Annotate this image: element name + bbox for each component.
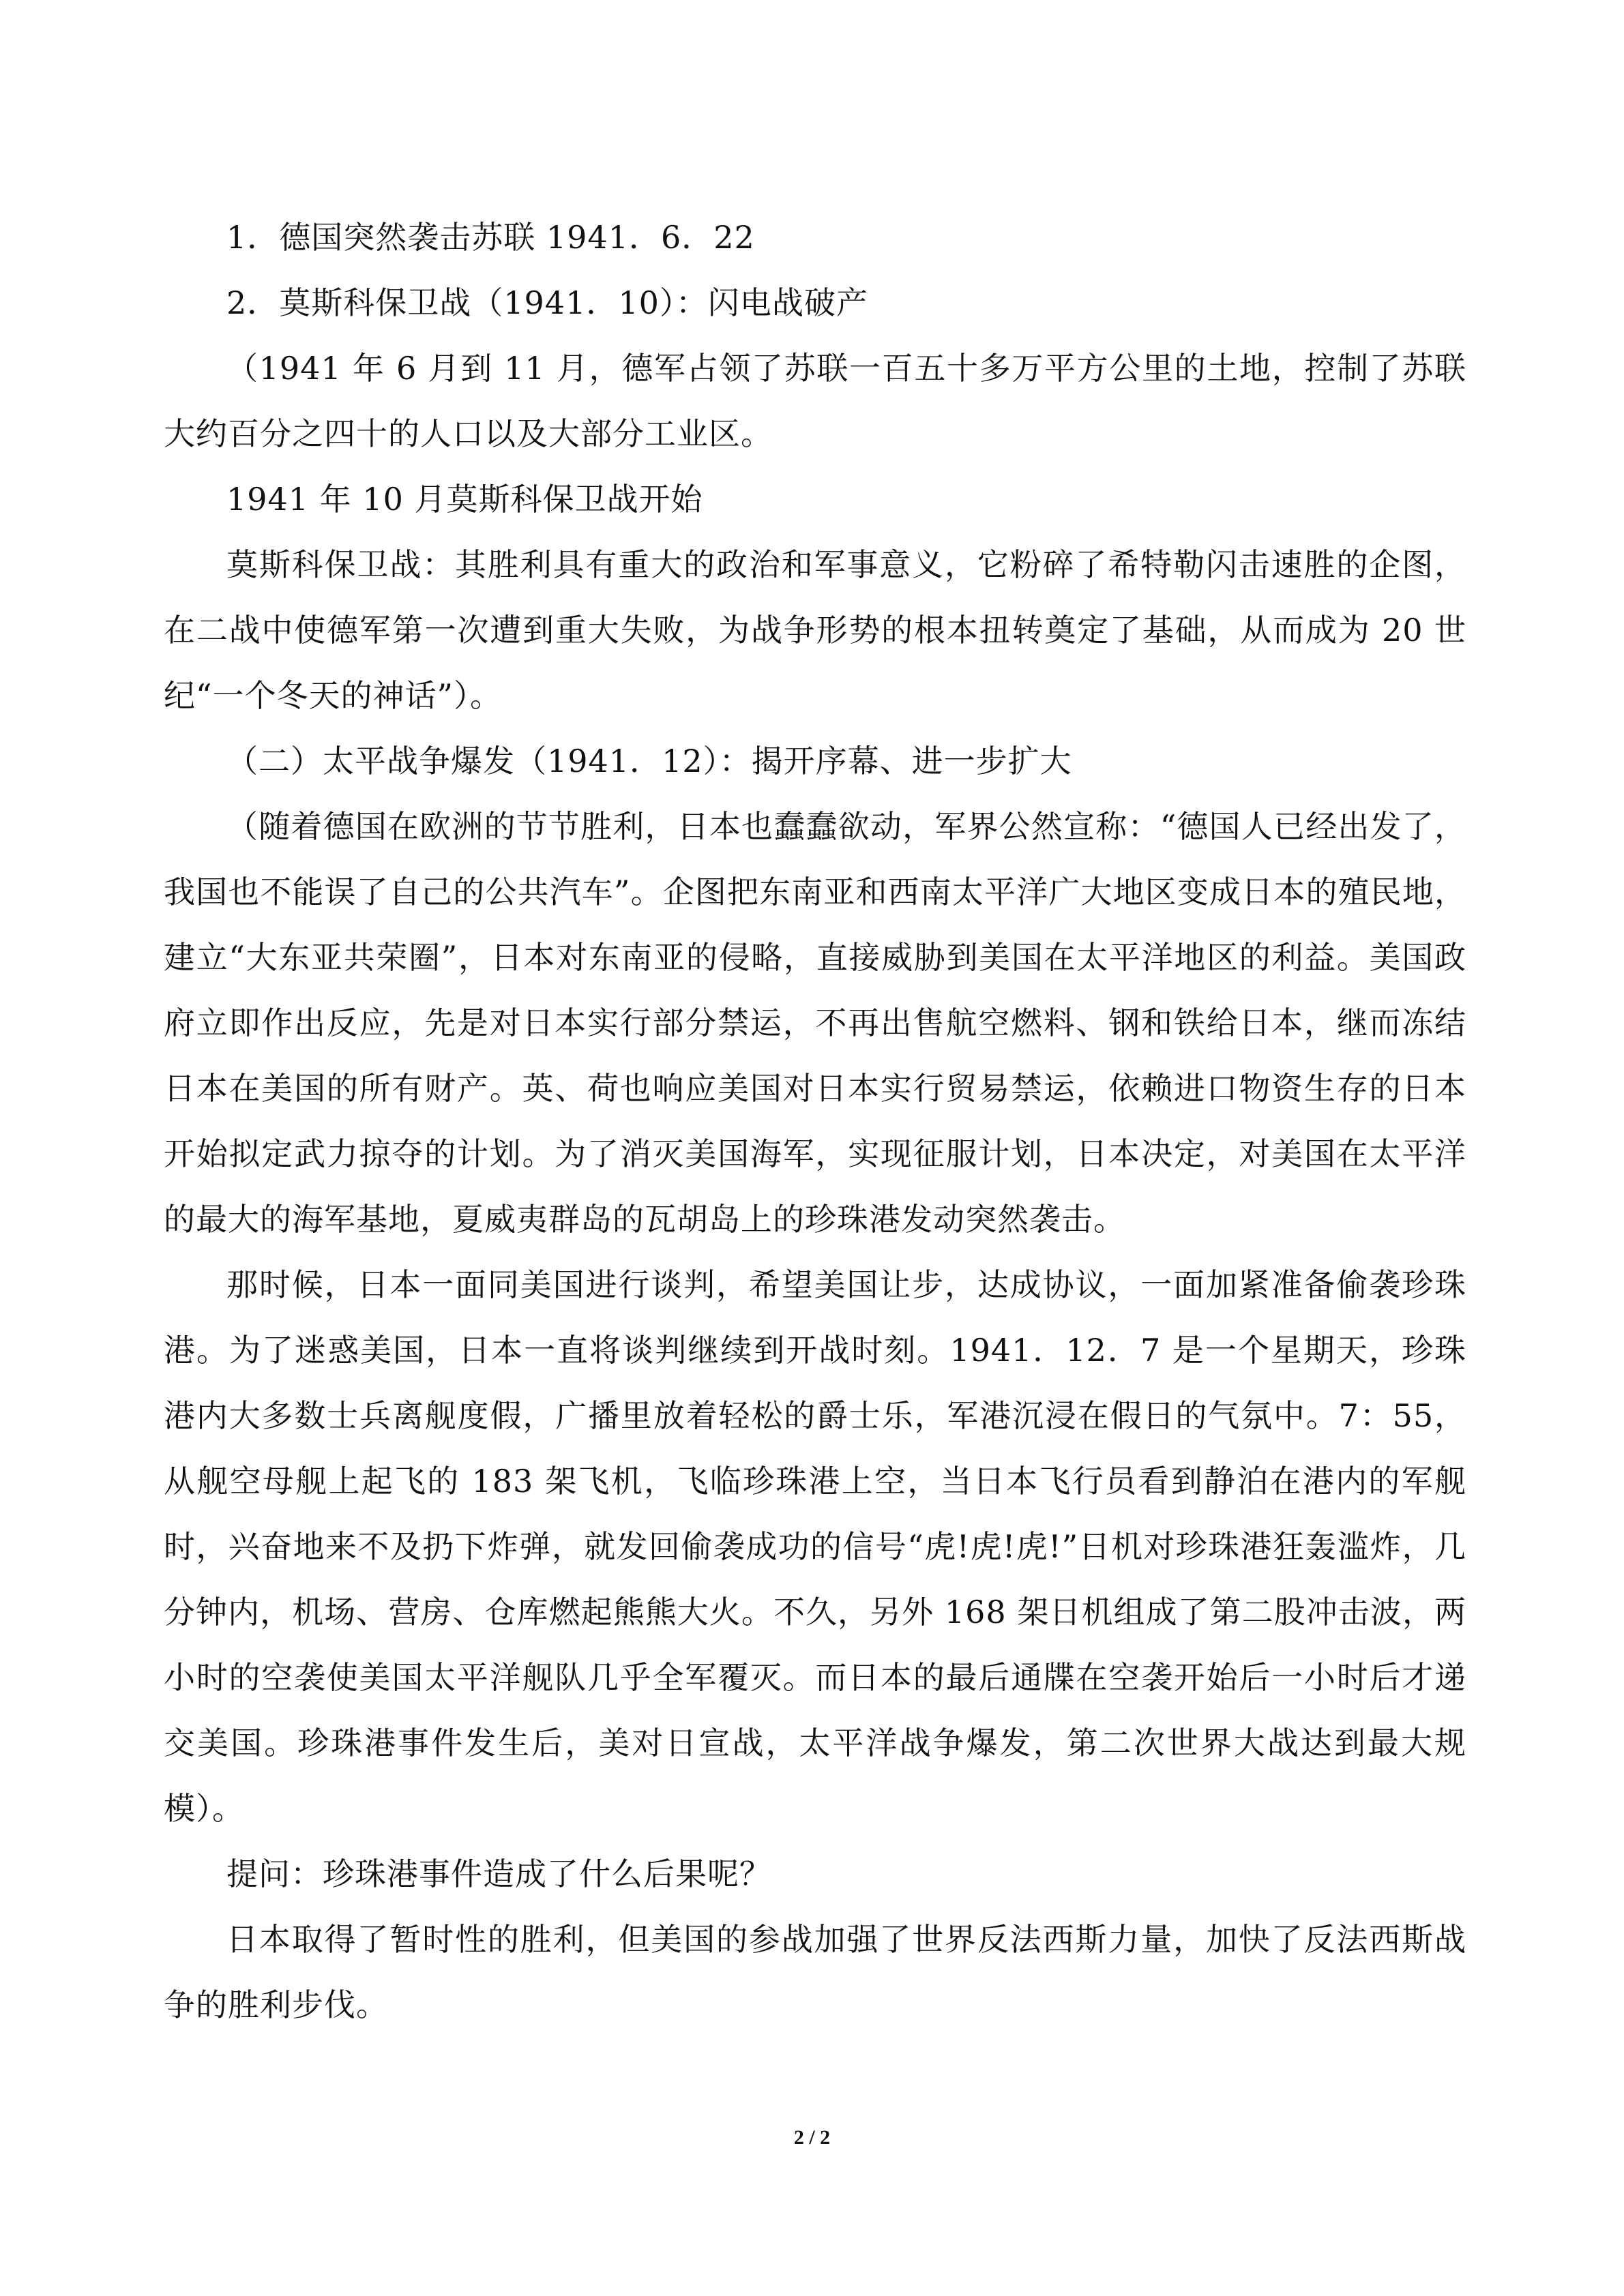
paragraph-4: 1941 年 10 月莫斯科保卫战开始 <box>226 481 703 518</box>
paragraph-10: 日本取得了暂时性的胜利，但美国的参战加强了世界反法西斯力量，加快了反法西斯战争的胜利步伐。 <box>164 1921 1466 2023</box>
paragraph-2: 2．莫斯科保卫战（1941．10）：闪电战破产 <box>226 284 868 321</box>
paragraph-8: 那时候，日本一面同美国进行谈判，希望美国让步，达成协议，一面加紧准备偷袭珍珠港。为了迷惑美国，日本一直将谈判继续到开战时刻。1941．12．7 是一个星期天，珍珠港内大多数士兵离舰度假，广播里放着轻松的爵士乐，军港沉浸在假日的气氛中。7：55，从舰空母舰上起飞的 183 架飞机，飞临珍珠港上空，当日本飞行员看到静泊在港内的军舰时，兴奋地来不及扔下炸弹，就发回偷袭成功的信号“虎!虎!虎!”日机对珍珠港狂轰滥炸，几分钟内，机场、营房、仓库燃起熊熊大火。不久，另外 168 架日机组成了第二股冲击波，两小时的空袭使美国太平洋舰队几乎全军覆灭。而日本的最后通牒在空袭开始后一小时后才递交美国。珍珠港事件发生后，美对日宣战，太平洋战争爆发，第二次世界大战达到最大规模）。 <box>164 1266 1466 1827</box>
paragraph-5: 莫斯科保卫战：其胜利具有重大的政治和军事意义，它粉碎了希特勒闪击速胜的企图，在二战中使德军第一次遭到重大失败，为战争形势的根本扭转奠定了基础，从而成为 20 世纪“一个冬天的神话”）。 <box>164 546 1466 714</box>
page-number: 2 / 2 <box>793 2126 831 2149</box>
paragraph-3: （1941 年 6 月到 11 月，德军占领了苏联一百五十多万平方公里的土地，控制了苏联大约百分之四十的人口以及大部分工业区。 <box>164 350 1466 452</box>
document-body <box>164 205 1466 2038</box>
paragraph-9: 提问：珍珠港事件造成了什么后果呢？ <box>226 1855 771 1892</box>
paragraph-1: 1．德国突然袭击苏联 1941．6．22 <box>226 219 755 256</box>
paragraph-6: （二）太平战争爆发（1941．12）：揭开序幕、进一步扩大 <box>226 743 1072 779</box>
paragraph-7: （随着德国在欧洲的节节胜利，日本也蠢蠢欲动，军界公然宣称：“德国人已经出发了，我国也不能误了自己的公共汽车”。企图把东南亚和西南太平洋广大地区变成日本的殖民地，建立“大东亚共荣圈”，日本对东南亚的侵略，直接威胁到美国在太平洋地区的利益。美国政府立即作出反应，先是对日本实行部分禁运，不再出售航空燃料、钢和铁给日本，继而冻结日本在美国的所有财产。英、荷也响应美国对日本实行贸易禁运，依赖进口物资生存的日本开始拟定武力掠夺的计划。为了消灭美国海军，实现征服计划，日本决定，对美国在太平洋的最大的海军基地，夏威夷群岛的瓦胡岛上的珍珠港发动突然袭击。 <box>164 808 1466 1238</box>
